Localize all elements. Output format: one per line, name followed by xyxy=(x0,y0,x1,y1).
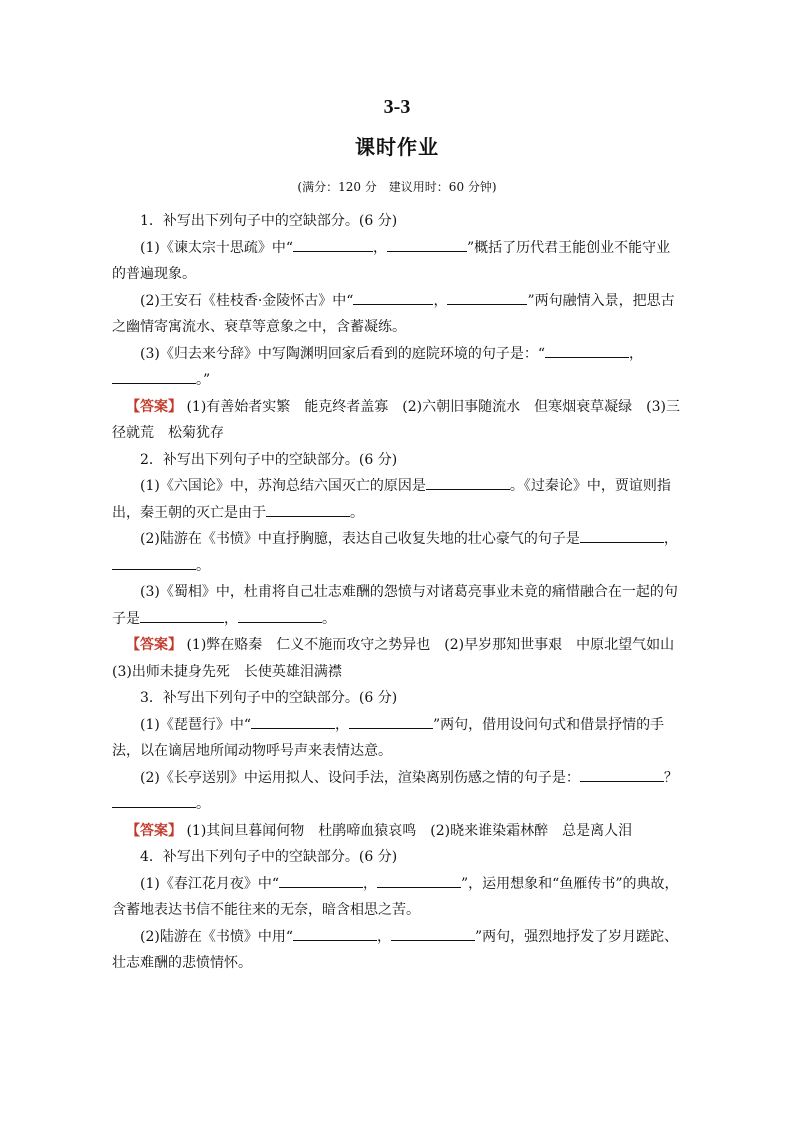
answer-tag: 【答案】 xyxy=(126,398,182,415)
question-2-item-3: (3)《蜀相》中，杜甫将自己壮志难酬的怨愤与对诸葛亮事业未竟的痛惜融合在一起的句子是 ， 。 xyxy=(112,584,678,627)
fill-blank[interactable] xyxy=(426,476,510,490)
question-1-answer: 【答案】 (1)有善始者实繁 能克终者盖寡 (2)六朝旧事随流水 但寒烟衰草凝绿 (3)三径就荒 松菊犹存 xyxy=(112,398,680,441)
lesson-code: 3-3 xyxy=(383,96,411,118)
fill-blank[interactable] xyxy=(112,794,196,808)
fill-blank[interactable] xyxy=(545,344,629,358)
question-1-item-2: (2)王安石《桂枝香·金陵怀古》中“ ， ”两句融情入景，把思古之幽情寄寓流水、衰草等意象之中，含蓄凝练。 xyxy=(112,292,675,335)
question-1-stem: 1．补写出下列句子中的空缺部分。(6 分) xyxy=(140,213,398,229)
question-2-stem: 2．补写出下列句子中的空缺部分。(6 分) xyxy=(140,451,398,468)
question-3-item-2: (2)《长亭送别》中运用拟人、设问手法，渲染离别伤感之情的句子是： ？。 xyxy=(112,765,682,818)
fill-blank[interactable] xyxy=(293,238,373,252)
fill-blank[interactable] xyxy=(349,715,433,729)
fill-blank[interactable] xyxy=(377,874,461,888)
question-3-answer: 【答案】 (1)其间旦暮闻何物 杜鹃啼血猿哀鸣 (2)晓来谁染霜林醉 总是离人泪 xyxy=(126,822,633,839)
question-2-item-2: (2)陆游在《书愤》中直抒胸臆，表达自己收复失地的壮心豪气的句子是 ，。 xyxy=(112,526,682,579)
fill-blank[interactable] xyxy=(251,715,335,729)
fill-blank[interactable] xyxy=(580,529,664,543)
question-4-item-2: (2)陆游在《书愤》中用“ ， ”两句，强烈地抒发了岁月蹉跎、壮志难酬的悲愤情怀。 xyxy=(112,928,679,971)
answer-tag: 【答案】 xyxy=(126,637,182,653)
question-1-item-1: (1)《谏太宗十思疏》中“ ， ”概括了历代君王能创业不能守业的普遍现象。 xyxy=(112,239,671,282)
fill-blank[interactable] xyxy=(112,556,196,570)
question-3-item-1: (1)《琵琶行》中“ ， ”两句，借用设问句式和借景抒情的手法，以在谪居地所闻动物呼号声来表情达意。 xyxy=(112,716,665,759)
question-2-item-1: (1)《六国论》中，苏洵总结六国灭亡的原因是 。《过秦论》中，贾谊则指出，秦王朝的灭亡是由于 。 xyxy=(112,478,671,521)
fill-blank[interactable] xyxy=(140,609,224,623)
fill-blank[interactable] xyxy=(293,927,377,941)
fill-blank[interactable] xyxy=(353,291,433,305)
question-3-stem: 3．补写出下列句子中的空缺部分。(6 分) xyxy=(140,690,398,706)
question-list xyxy=(112,208,689,977)
page-title: 课时作业 xyxy=(355,135,439,159)
question-4-stem: 4．补写出下列句子中的空缺部分。(6 分) xyxy=(140,849,398,865)
fill-blank[interactable] xyxy=(112,370,196,384)
question-2-answer: 【答案】 (1)弊在赂秦 仁义不施而攻守之势异也 (2)早岁那知世事艰 中原北望气如山 (3)出师未捷身先死 长使英雄泪满襟 xyxy=(112,637,689,680)
fill-blank[interactable] xyxy=(279,874,363,888)
fill-blank[interactable] xyxy=(387,238,467,252)
fill-blank[interactable] xyxy=(238,609,322,623)
answer-tag: 【答案】 xyxy=(126,822,182,839)
score-time-info: (满分：120 分 建议用时：60 分钟) xyxy=(297,180,497,194)
question-4-item-1: (1)《春江花月夜》中“ ， ”，运用想象和“鱼雁传书”的典故，含蓄地表达书信不能往来的无奈，暗含相思之苦。 xyxy=(112,875,679,918)
fill-blank[interactable] xyxy=(391,927,475,941)
fill-blank[interactable] xyxy=(447,291,527,305)
fill-blank[interactable] xyxy=(580,768,664,782)
question-1-item-3: (3)《归去来兮辞》中写陶渊明回家后看到的庭院环境的句子是：“ ，。” xyxy=(112,341,682,394)
fill-blank[interactable] xyxy=(266,503,350,517)
